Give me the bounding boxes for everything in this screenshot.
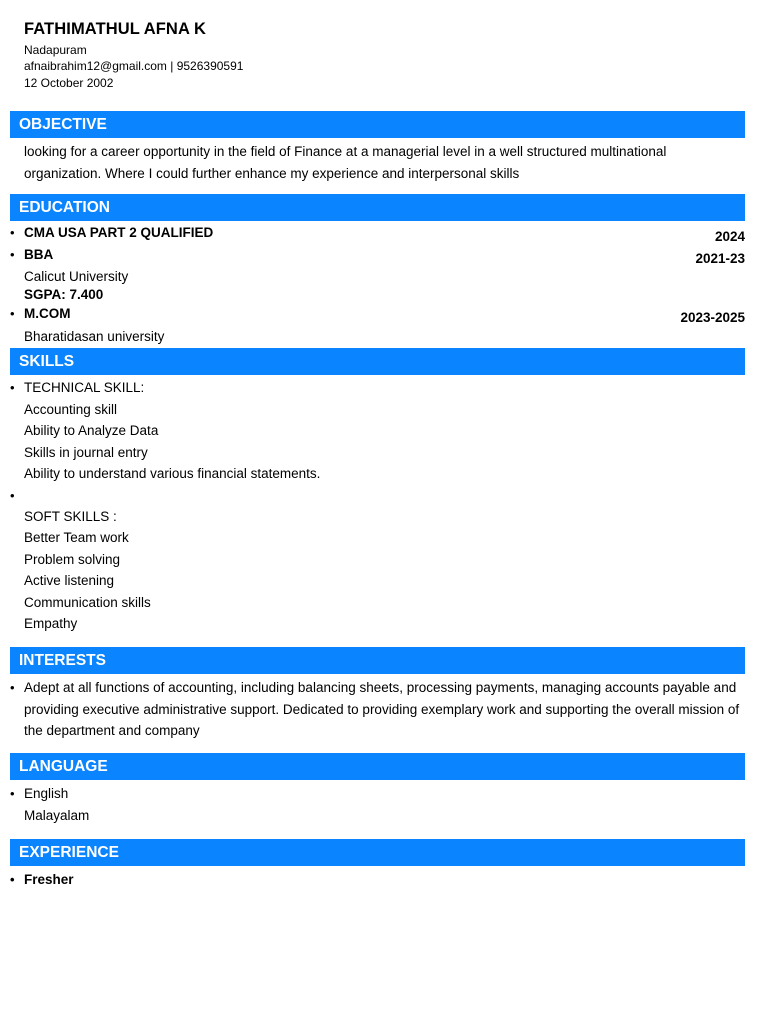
skill-item: Communication skills (24, 594, 151, 610)
experience-list (10, 869, 745, 891)
education-year: 2023-2025 (680, 310, 745, 325)
skill-item: Ability to understand various financial statements. (24, 466, 321, 481)
education-heading: EDUCATION (10, 194, 745, 221)
interests-section (10, 647, 745, 742)
education-item (24, 223, 745, 246)
skill-item: Better Team work (24, 530, 129, 545)
education-item (24, 304, 745, 346)
education-year: 2021-23 (695, 251, 745, 266)
skill-item: Problem solving (24, 551, 121, 567)
interests-heading: INTERESTS (10, 647, 745, 674)
skill-group-technical (24, 377, 745, 485)
technical-skill-heading: • TECHNICAL SKILL: (24, 380, 145, 395)
education-degree: • CMA USA PART 2 QUALIFIED (24, 225, 214, 240)
objective-section (10, 111, 745, 184)
skills-list (10, 377, 745, 635)
candidate-name: FATHIMATHUL AFNA K (24, 20, 207, 38)
language-section (10, 753, 745, 826)
language-name: Malayalam (24, 807, 90, 823)
skill-group-soft (24, 485, 745, 635)
soft-skill-heading: • SOFT SKILLS : (24, 508, 117, 524)
education-institution: Calicut University (24, 269, 129, 284)
skill-item: Skills in journal entry (24, 444, 148, 460)
language-heading: LANGUAGE (10, 753, 745, 780)
interests-list (10, 677, 745, 742)
contact-info: afnaibrahim12@gmail.com | 9526390591 (24, 59, 244, 74)
education-institution: Bharatidasan university (24, 329, 165, 344)
location: Nadapuram (24, 43, 87, 57)
date-of-birth: 12 October 2002 (24, 75, 114, 90)
education-list (10, 223, 745, 346)
skill-item: Empathy (24, 616, 78, 631)
education-item (24, 246, 745, 304)
education-degree: • BBA (24, 247, 54, 262)
experience-section (10, 839, 745, 891)
education-section (10, 194, 745, 346)
skill-item: Ability to Analyze Data (24, 423, 159, 438)
education-degree: • M.COM (24, 306, 71, 321)
skills-heading: SKILLS (10, 348, 745, 375)
education-year: 2024 (714, 229, 745, 244)
blank-line (24, 485, 745, 506)
experience-heading: EXPERIENCE (10, 839, 745, 866)
skill-item: Accounting skill (24, 401, 118, 417)
language-name: • English (24, 786, 69, 801)
skill-item: Active listening (24, 573, 115, 588)
resume-header (24, 19, 243, 91)
objective-heading: OBJECTIVE (10, 111, 745, 138)
experience-item: • Fresher (24, 869, 745, 891)
interest-item: • Adept at all functions of accounting, including balancing sheets, processing payments, managing accounts payable and providing executive administrative support. Dedicated to providing exemplary work and supporting the overall mission of the department and company (24, 677, 745, 742)
skills-section (10, 348, 745, 635)
education-score: SGPA: 7.400 (24, 287, 104, 302)
language-list (10, 783, 745, 826)
language-item (24, 783, 745, 826)
objective-text: looking for a career opportunity in the field of Finance at a managerial level in a well structured multinational organization. Where I could further enhance my experience and interpersonal skills (24, 144, 667, 181)
